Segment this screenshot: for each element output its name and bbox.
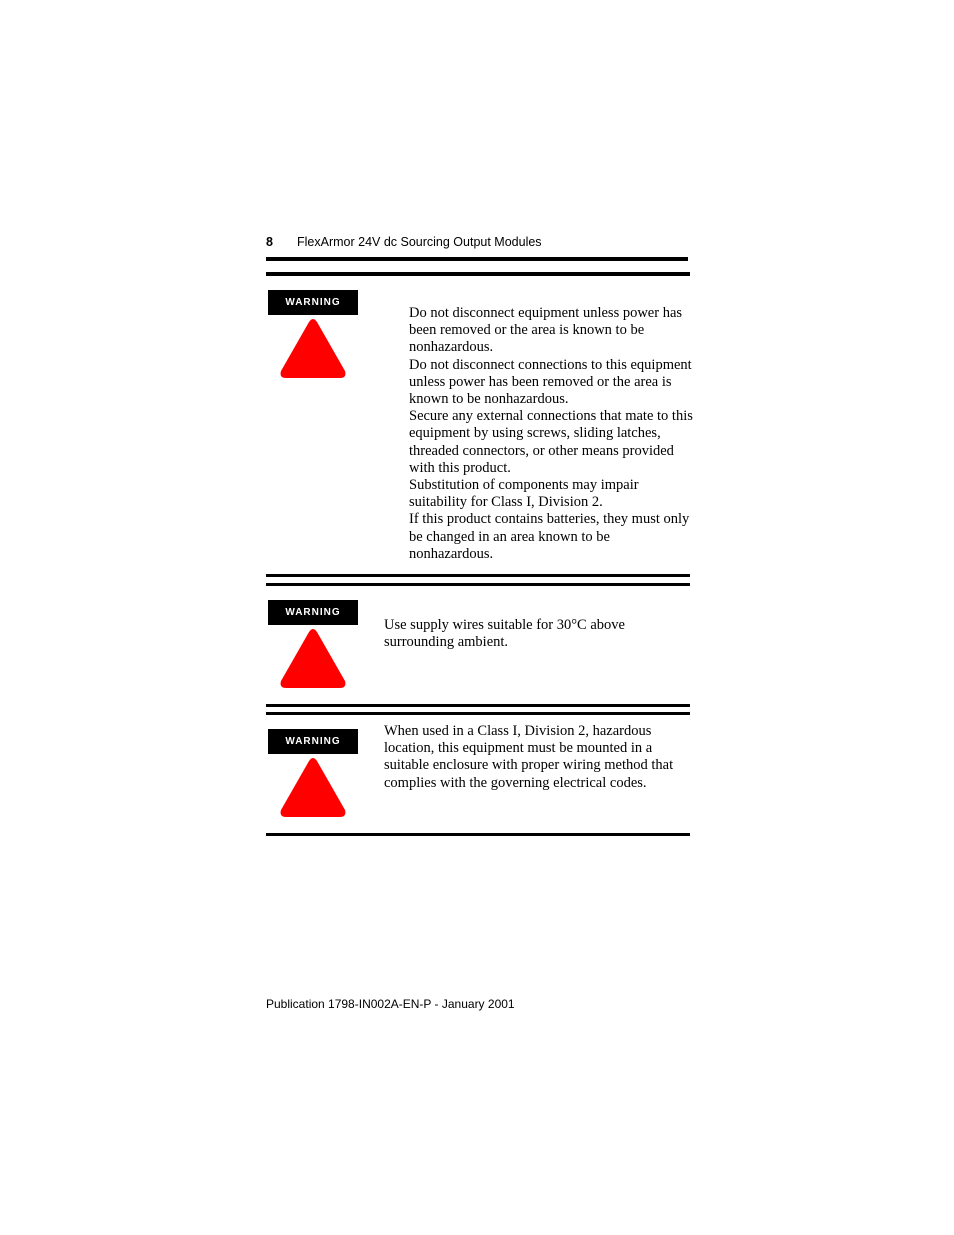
publication-footer: Publication 1798-IN002A-EN-P - January 2001 xyxy=(266,997,515,1011)
warning-3-top-rule xyxy=(266,712,690,715)
warning-1-paragraph: Do not disconnect equipment unless power has been removed or the area is known to be nonhazardous. xyxy=(409,305,683,356)
warning-3-message xyxy=(384,723,690,792)
warning-triangle-icon xyxy=(278,626,348,690)
warning-2-bottom-rule xyxy=(266,704,690,707)
warning-triangle-icon xyxy=(278,316,348,380)
warning-1-paragraph: Do not disconnect connections to this equipment unless power has been removed or the area is known to be nonhazardous. xyxy=(409,356,692,408)
warning-1-top-rule xyxy=(266,272,690,276)
warning-1-paragraph: Secure any external connections that mate to this equipment by using screws, sliding latches, threaded connectors, or other means provided with this product. xyxy=(409,408,693,476)
warning-3-badge: WARNING xyxy=(268,729,358,754)
warning-1-bottom-rule xyxy=(266,574,690,577)
warning-3-bottom-rule xyxy=(266,833,690,836)
warning-1-paragraph: If this product contains batteries, they must only be changed in an area known to be nonhazardous. xyxy=(409,511,690,562)
warning-triangle-icon xyxy=(278,755,348,819)
warning-1-paragraph: Substitution of components may impair suitability for Class I, Division 2. xyxy=(409,477,639,511)
warning-2-top-rule xyxy=(266,583,690,586)
warning-2-paragraph: Use supply wires suitable for 30°C above surrounding ambient. xyxy=(384,617,625,651)
page-title: FlexArmor 24V dc Sourcing Output Modules xyxy=(297,235,542,249)
warning-1-badge: WARNING xyxy=(268,290,358,315)
warning-3-paragraph: When used in a Class I, Division 2, hazardous location, this equipment must be mounted in a suitable enclosure with proper wiring method that complies with the governing electrical codes. xyxy=(384,723,674,791)
warning-1-message xyxy=(409,305,694,563)
page-number: 8 xyxy=(266,235,273,249)
warning-2-message xyxy=(384,617,684,651)
page-header xyxy=(266,233,690,255)
header-rule xyxy=(266,257,688,261)
warning-2-badge: WARNING xyxy=(268,600,358,625)
